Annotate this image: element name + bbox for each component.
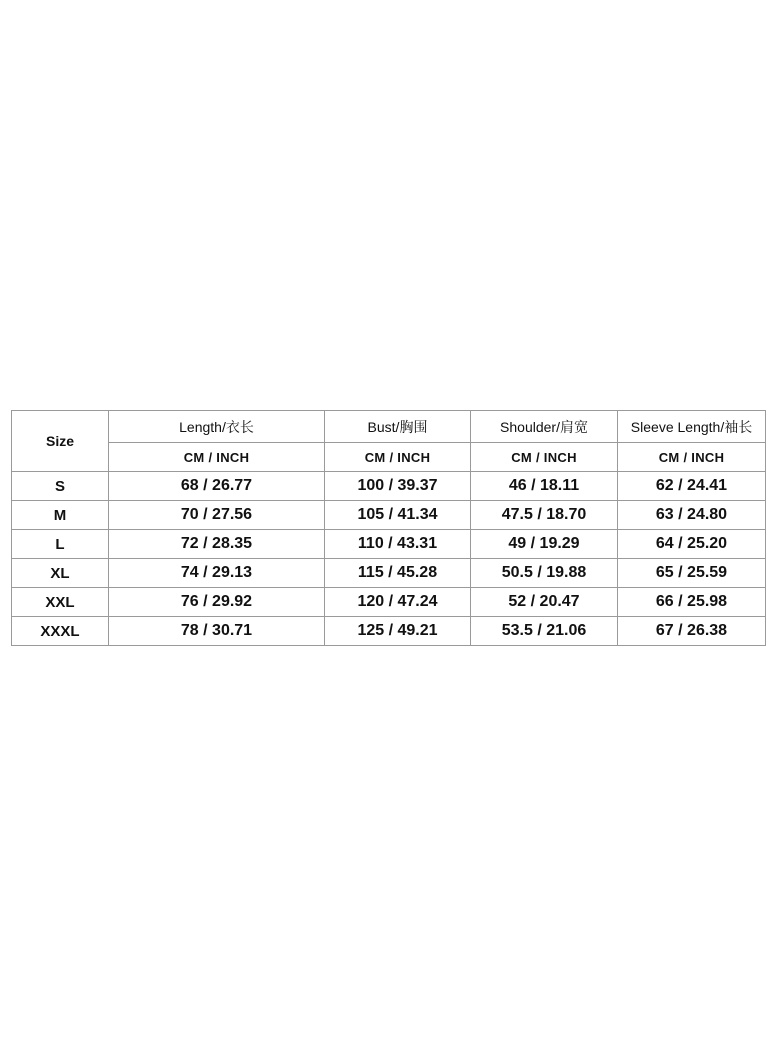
table-row [12, 559, 766, 588]
size-cell: XXXL [12, 617, 109, 646]
size-cell: S [12, 472, 109, 501]
bust-cell: 115 / 45.28 [325, 559, 471, 588]
length-cell: 70 / 27.56 [109, 501, 325, 530]
shoulder-cell: 53.5 / 21.06 [471, 617, 618, 646]
length-cell: 78 / 30.71 [109, 617, 325, 646]
table-row [12, 501, 766, 530]
bust-unit-label: CM / INCH [325, 443, 471, 472]
sleeve-length-column-header: Sleeve Length/袖长 [618, 411, 766, 443]
bust-cell: 120 / 47.24 [325, 588, 471, 617]
length-column-header: Length/衣长 [109, 411, 325, 443]
shoulder-cell: 47.5 / 18.70 [471, 501, 618, 530]
sleeve-length-cell: 64 / 25.20 [618, 530, 766, 559]
length-unit-label: CM / INCH [109, 443, 325, 472]
unit-row [12, 443, 766, 472]
table-row [12, 588, 766, 617]
sleeve-length-cell: 63 / 24.80 [618, 501, 766, 530]
length-cell: 74 / 29.13 [109, 559, 325, 588]
size-chart-table [11, 410, 766, 646]
bust-column-header: Bust/胸围 [325, 411, 471, 443]
size-column-header: Size [12, 411, 109, 472]
header-row [12, 411, 766, 443]
sleeve-length-cell: 62 / 24.41 [618, 472, 766, 501]
table-row [12, 530, 766, 559]
shoulder-unit-label: CM / INCH [471, 443, 618, 472]
size-cell: M [12, 501, 109, 530]
sleeve-length-cell: 67 / 26.38 [618, 617, 766, 646]
shoulder-column-header: Shoulder/肩宽 [471, 411, 618, 443]
size-cell: L [12, 530, 109, 559]
sleeve-length-unit-label: CM / INCH [618, 443, 766, 472]
length-cell: 76 / 29.92 [109, 588, 325, 617]
bust-cell: 110 / 43.31 [325, 530, 471, 559]
bust-cell: 125 / 49.21 [325, 617, 471, 646]
shoulder-cell: 49 / 19.29 [471, 530, 618, 559]
shoulder-cell: 52 / 20.47 [471, 588, 618, 617]
bust-cell: 100 / 39.37 [325, 472, 471, 501]
length-cell: 68 / 26.77 [109, 472, 325, 501]
table-row [12, 617, 766, 646]
table-row [12, 472, 766, 501]
sleeve-length-cell: 66 / 25.98 [618, 588, 766, 617]
size-cell: XXL [12, 588, 109, 617]
size-cell: XL [12, 559, 109, 588]
sleeve-length-cell: 65 / 25.59 [618, 559, 766, 588]
shoulder-cell: 50.5 / 19.88 [471, 559, 618, 588]
shoulder-cell: 46 / 18.11 [471, 472, 618, 501]
length-cell: 72 / 28.35 [109, 530, 325, 559]
bust-cell: 105 / 41.34 [325, 501, 471, 530]
